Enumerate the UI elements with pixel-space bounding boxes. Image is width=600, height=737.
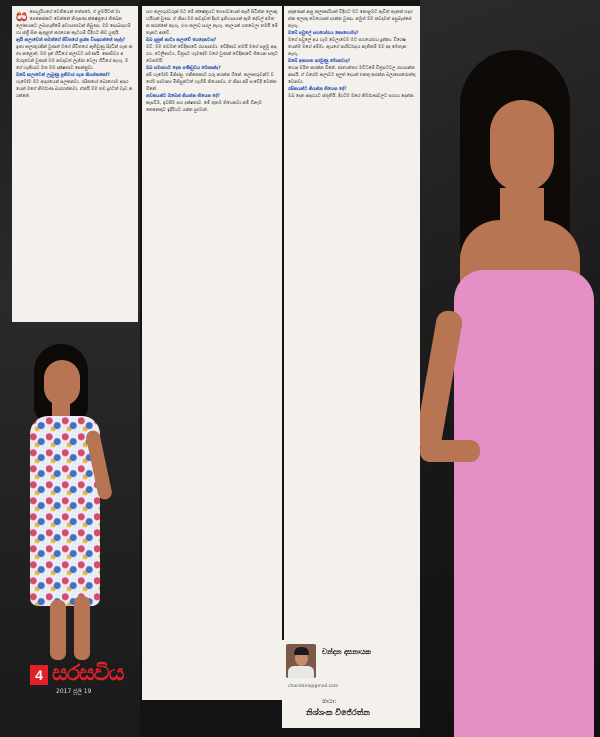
col2-question-2: ඔබ සමාජයට දෙන පණිවුඩය මොකක්ද? [146, 66, 221, 71]
page-number: 4 [30, 665, 48, 685]
col1-paragraph-2: ඉතා කලාතුරකින් වුණත් මගේ ජීවිතයේ ඇතිවුණු සිද්ධීන් ගැන කතා කළොත්, මම දැන් හිටියේ කලාවට පමණයි. කොච්චර අමාරුවෙන් වුණත් මම කවදාවත් ලැජ්ජා වෙලා හිටියේ නැහැ. මගේ හැකියාව මත මම දක්ෂතාව පෙන්නුවා. [16, 45, 133, 71]
photo-right-actress [420, 20, 600, 737]
photographer-name: නිශ්ශංක විජේරත්න [306, 708, 370, 717]
col1-question-2: ඔබේ කලාවෙන් ලැබුණු ප්‍රතිචාර ගැන කියන්නකෝ? [16, 73, 110, 78]
col1-question-1: ඇයි කලාවෙන් තමන්ගේ ජීවිතයේ ප්‍රශ්න විසඳාගන්නේ නැද්ද? [16, 38, 126, 43]
col3-paragraph-2: මගේ පවුලේ අය හැම වෙලාවෙම මට සහයෝගය දුන්නා. විශේෂයෙන්ම මගේ අම්මා. ඇයගේ ආශීර්වාදය නැතිනම් මම අද මෙතැන නැහැ. [288, 38, 407, 57]
article-column-1 [12, 6, 138, 322]
col1-paragraph-1: සොයුරියගේ වෙතියෙන් තත්පරේ, ඒ ළමයිටත් මා පෙනෙන්නට වෙන්නේ නිරූපණ ක්ෂේත්‍රයේ තිබෙන ලෝකයකට ලබාගැනීමේ අවශ්‍යතාවක් තිබුණා. මම සොබාදහම් හා ස්ත්‍රී සිත ඇතුළත් කරගෙන කැටයම් විදිහට කිව යුතුයි. [16, 10, 131, 36]
author-avatar [286, 644, 316, 678]
drop-cap: ස [16, 6, 28, 25]
article-column-3 [284, 6, 420, 642]
col3-question-3: රසිකයන්ට කියන්න තියෙන දේ? [288, 87, 347, 92]
author-name: චන්දන දසනායක [322, 648, 371, 656]
col3-question-1: ඔබේ පවුලේ සහයෝගය කොහොමද? [288, 31, 359, 36]
col2-paragraph-2: ඔව්. මම තවමත් වේදිකාවේ රඟපානවා. වේදිකාව තමයි මගේ පළමු ආදරය. ටෙලිනාට්‍ය, චිත්‍රපට හැමදේම වගේ වුණත් වේදිකාවේ තියෙන සතුට වෙනමයි. [146, 45, 278, 64]
col2-paragraph-3: අපි හැමෝම මිනිස්සු. එකිනෙකාට ගරු කරන්න ඕනේ. කලාකරුවන්ට වගේම සාමාන්‍ය මිනිසුන්ටත් හැඟීම් තියෙනවා. ඒ නිසා අපි සංවේදී වෙන්න ඕනේ. [146, 73, 277, 92]
col2-paragraph-4: කැපවීම, ඉවසීම සහ දක්ෂතාව. මේ තුනම තියෙනවා නම් ඕනෑම කෙනෙකුට ඉදිරියට යන්න පුළුවන්. [146, 101, 262, 113]
section-date: 2017 ජූලි 19 [56, 688, 92, 695]
section-logo: සරසවිය [52, 660, 124, 686]
col3-paragraph-1: දකුණෙන් ආපු කලාකාරියක් විදිහට මට කොළඹට ඇවිත් තැනක් හදාගන්න ලොකු වෙහෙසක් දරන්න වුණා. නමුත් මම කවදාවත් පසුබැස්සේ නැහැ. [288, 10, 413, 29]
author-email: chandana@gmail.com [288, 684, 339, 689]
col3-question-2: ඔබේ අනාගත අරමුණු මොනවාද? [288, 59, 351, 64]
col2-paragraph-1: සහ කලාගුරවරුන් මට මේ ක්ෂේත්‍රයට ගෞරවයෙන් නැඟී සිටින්න ලොකු හයියක් වුණා. ඒ නිසා මම කවදාවත් දීර්ඝ ඉතිහාසයක් ඇති දේවල් අමතක කරන්නේ නැහැ. රංග කලාව සරල නැහැ. කාලයක් ගතවෙලා තමයි මේ තැනට ආවේ. [146, 10, 278, 36]
col3-paragraph-4: ඔබ දෙන ආදරයට ස්තූතියි. දිගටම මගේ නිර්මාණවලට සහාය දෙන්න. [288, 94, 415, 99]
col1-paragraph-3: හැමෝම මට ආදරයෙන් සලකනවා. රසිකයෝ බොහොම ආදරයෙන් මගේ නිර්මාණ බාරගන්නවා. ඒකයි මම තව දුරටත් වැඩ කරන්නේ. [16, 80, 133, 99]
photo-left-actress [0, 330, 140, 660]
photo-credit-label: ඡායා: [322, 698, 337, 705]
article-column-2 [142, 6, 282, 700]
col3-paragraph-3: හොඳ චරිත කරන්න ඕනේ. ජාත්‍යන්තර මට්ටමේ චිත්‍රපටවල රඟපාන්න ආසයි. ඒ වගේම කලාවට අලුත් දෙයක් එකතු කරන්න බලාපොරොත්තු වෙනවා. [288, 66, 416, 85]
col2-question-3: නවකයන්ට ඔබෙන් කියන්න තියෙන දේ? [146, 94, 220, 99]
col2-question-1: ඔබ දැනුත් නාට්‍ය කලාවේ යෙදෙනවාද? [146, 38, 217, 43]
author-byline [282, 640, 420, 728]
